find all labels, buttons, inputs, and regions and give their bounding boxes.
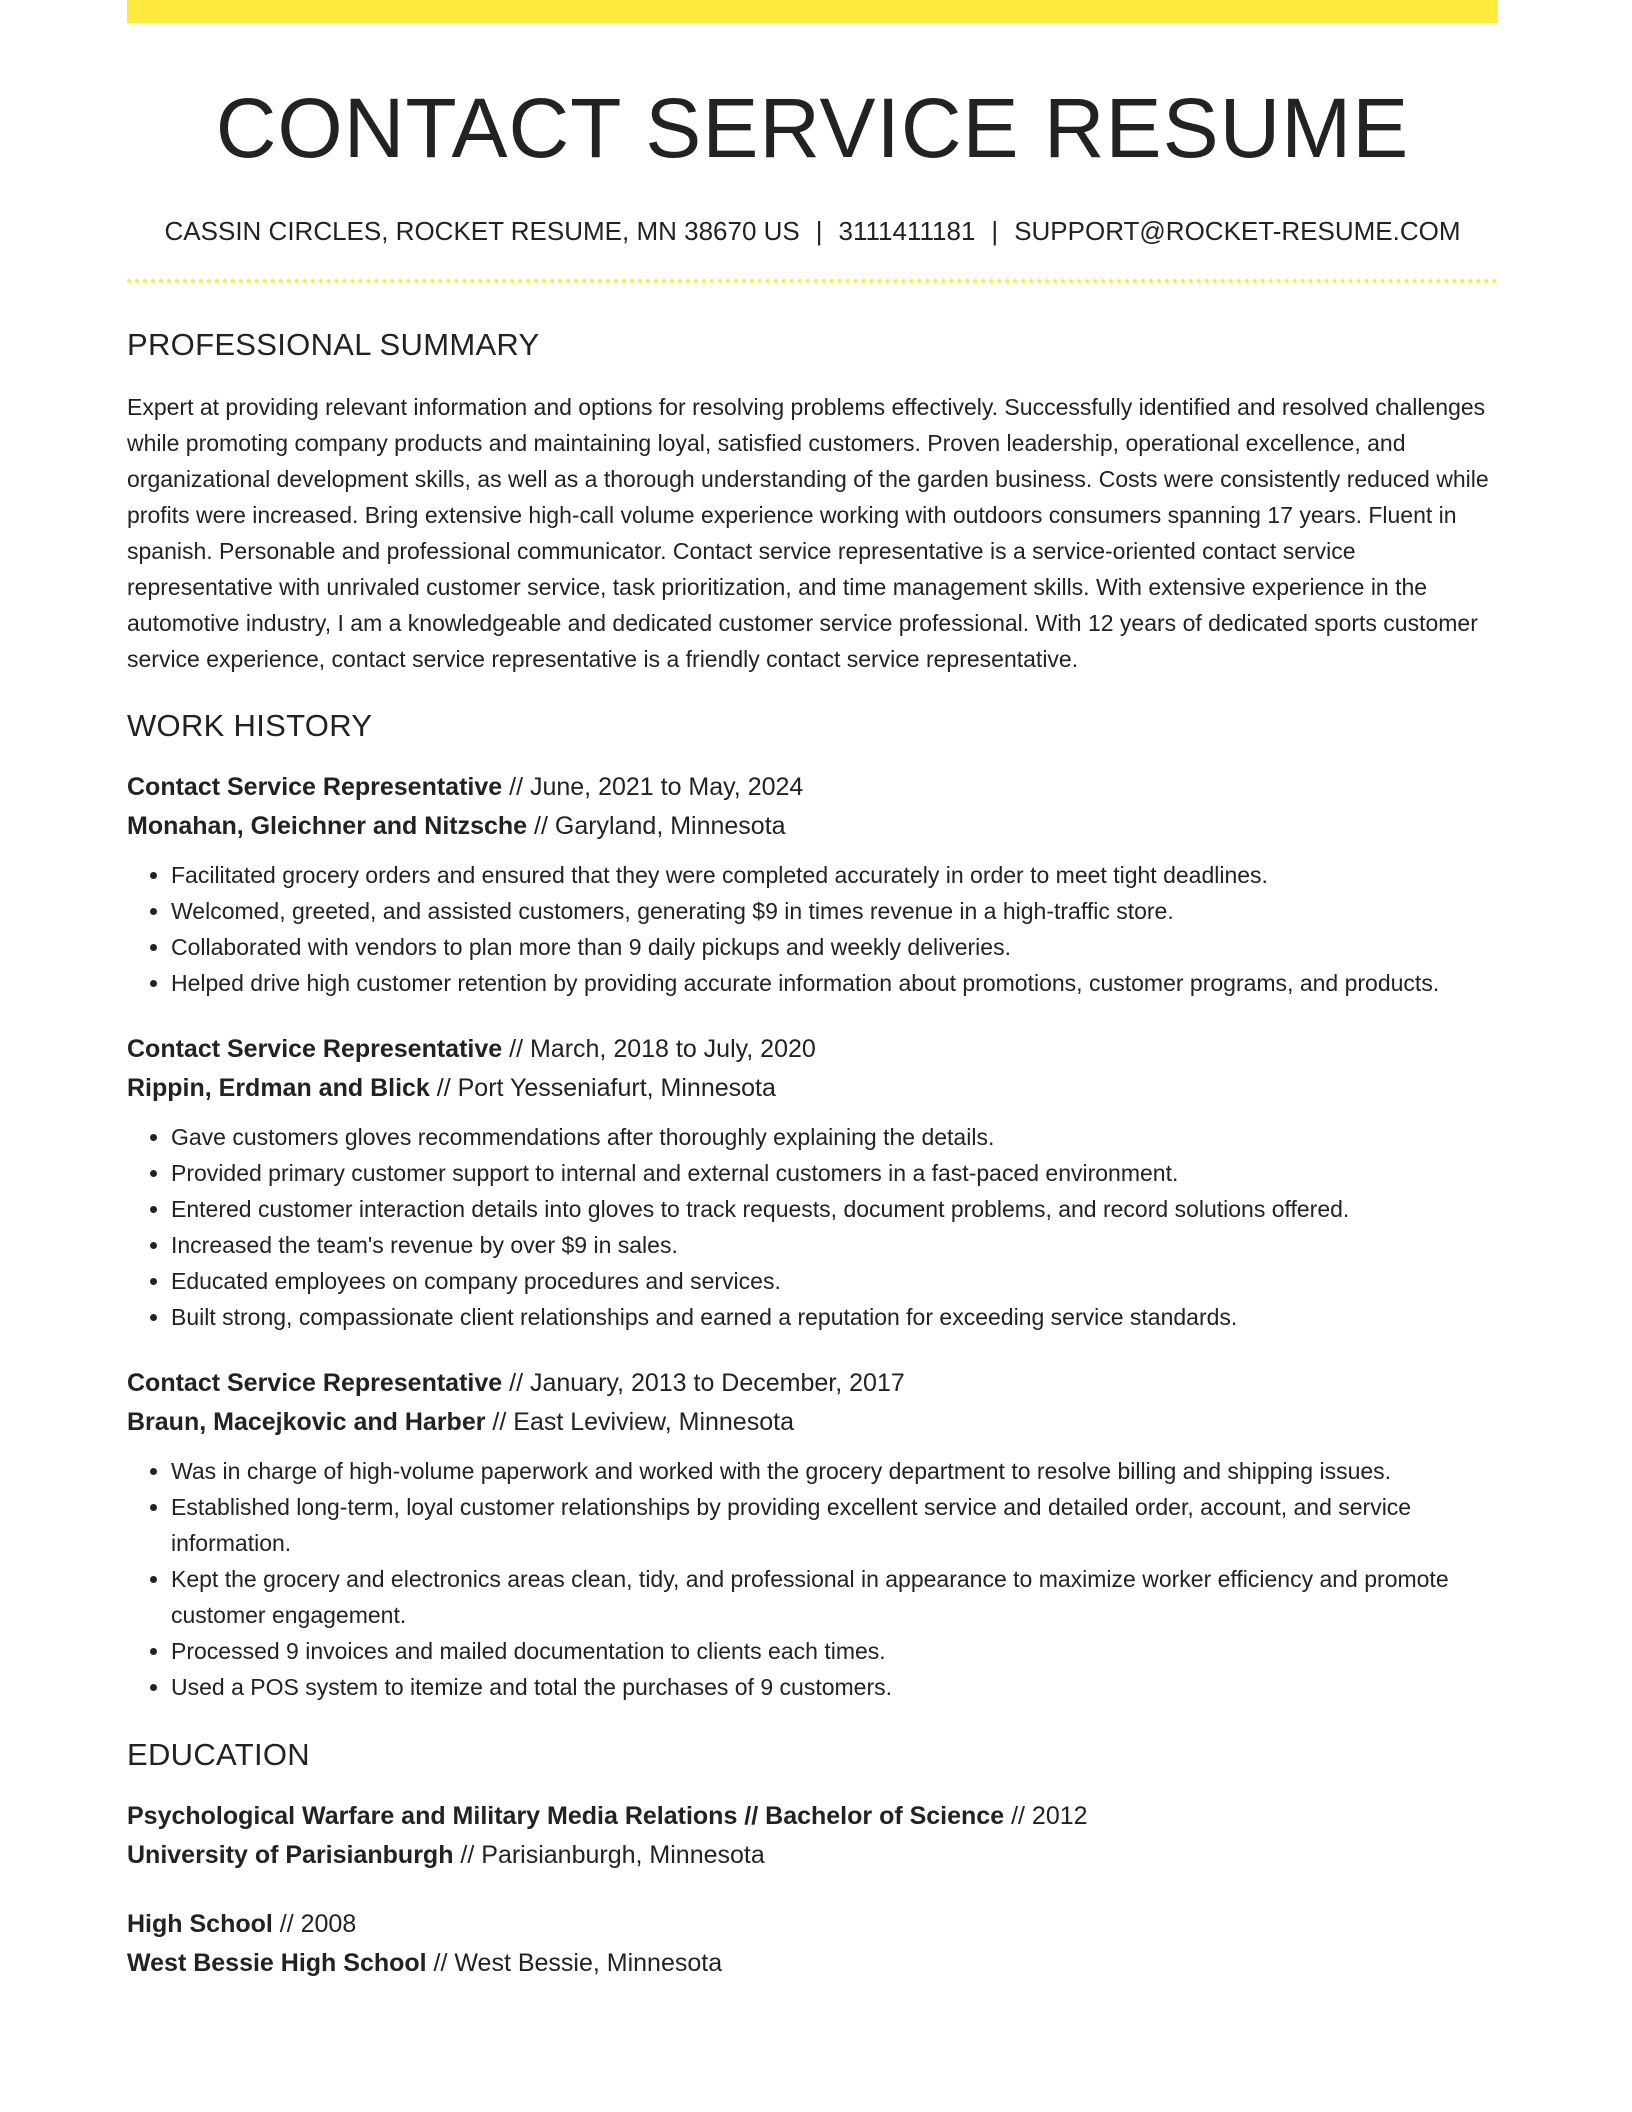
- job-dates: June, 2021 to May, 2024: [529, 773, 804, 801]
- summary-section: [127, 325, 1498, 677]
- education-degree-line: [127, 1905, 1498, 1944]
- job-bullet: • Kept the grocery and electronics areas clean, tidy, and professional in appearance to maximize worker efficiency and promote customer engagement.: [171, 1561, 1498, 1633]
- education-section: [127, 1735, 1498, 1983]
- job-bullet: • Provided primary customer support to internal and external customers in a fast-paced environment.: [171, 1155, 1498, 1191]
- job-delimiter: //: [502, 1035, 530, 1063]
- job-role-line: [127, 1364, 1498, 1403]
- education-year: 2008: [300, 1910, 357, 1938]
- job-dates: January, 2013 to December, 2017: [529, 1369, 905, 1397]
- job-bullet-list: [127, 1119, 1498, 1335]
- education-degree: High School: [127, 1910, 273, 1938]
- education-location: Parisianburgh, Minnesota: [481, 1841, 765, 1869]
- education-delimiter: //: [453, 1841, 482, 1869]
- job-bullet: • Collaborated with vendors to plan more than 9 daily pickups and weekly deliveries.: [171, 929, 1498, 965]
- contact-email: SUPPORT@ROCKET-RESUME.COM: [1014, 216, 1461, 246]
- education-school-line: [127, 1944, 1498, 1983]
- job-entry: [127, 1030, 1498, 1335]
- job-bullet: • Helped drive high customer retention by providing accurate information about promotions, customer programs, and products.: [171, 965, 1498, 1001]
- job-bullet: • Used a POS system to itemize and total the purchases of 9 customers.: [171, 1669, 1498, 1705]
- summary-heading: PROFESSIONAL SUMMARY: [127, 327, 540, 362]
- education-degree-line: [127, 1797, 1498, 1836]
- job-company: Rippin, Erdman and Blick: [127, 1074, 430, 1102]
- job-delimiter: //: [502, 773, 530, 801]
- resume-content: [127, 0, 1498, 1983]
- job-dates: March, 2018 to July, 2020: [529, 1035, 816, 1063]
- job-role-line: [127, 768, 1498, 807]
- education-degree: Psychological Warfare and Military Media Relations // Bachelor of Science: [127, 1802, 1005, 1830]
- job-company-line: [127, 1069, 1498, 1108]
- job-bullet-list: [127, 1453, 1498, 1705]
- job-bullet-list: [127, 857, 1498, 1001]
- education-delimiter: //: [1004, 1802, 1032, 1830]
- education-school-line: [127, 1836, 1498, 1875]
- contact-separator: |: [815, 216, 823, 246]
- education-school: University of Parisianburgh: [127, 1841, 454, 1869]
- job-company-line: [127, 1403, 1498, 1442]
- education-delimiter: //: [426, 1949, 455, 1977]
- work-history-heading: WORK HISTORY: [127, 708, 373, 743]
- job-role: Contact Service Representative: [127, 1035, 503, 1063]
- job-bullet: • Educated employees on company procedures and services.: [171, 1263, 1498, 1299]
- contact-separator: |: [991, 216, 999, 246]
- resume-title: CONTACT SERVICE RESUME: [215, 81, 1410, 175]
- work-history-section: [127, 706, 1498, 1705]
- summary-text: Expert at providing relevant information and options for resolving problems effectively. Successfully identified and resolved challenges while promoting company products and maintaining loyal, satisfied customers. Proven leadership, operational excellence, and organizational development skills, as well as a thorough understanding of the garden business. Costs were consistently reduced while profits were increased. Bring extensive high-call volume experience working with outdoors consumers spanning 17 years. Fluent in spanish. Personable and professional communicator. Contact service representative is a service-oriented contact service representative with unrivaled customer service, task prioritization, and time management skills. With extensive experience in the automotive industry, I am a knowledgeable and dedicated customer service professional. With 12 years of dedicated sports customer service experience, contact service representative is a friendly contact service representative.: [127, 394, 1489, 672]
- education-delimiter: //: [272, 1910, 301, 1938]
- education-year: 2012: [1031, 1802, 1088, 1830]
- job-location: Garyland, Minnesota: [554, 812, 786, 840]
- job-bullet: • Established long-term, loyal customer relationships by providing excellent service and detailed order, account, and service information.: [171, 1489, 1498, 1561]
- job-role: Contact Service Representative: [127, 773, 503, 801]
- education-heading: EDUCATION: [127, 1737, 310, 1772]
- job-bullet: • Increased the team's revenue by over $9 in sales.: [171, 1227, 1498, 1263]
- job-location: Port Yesseniafurt, Minnesota: [457, 1074, 776, 1102]
- contact-phone: 3111411181: [838, 216, 976, 246]
- job-role: Contact Service Representative: [127, 1369, 503, 1397]
- education-entry: [127, 1797, 1498, 1875]
- education-entry: [127, 1905, 1498, 1983]
- job-bullet: • Facilitated grocery orders and ensured that they were completed accurately in order to meet tight deadlines.: [171, 857, 1498, 893]
- job-bullet: • Entered customer interaction details into gloves to track requests, document problems, and record solutions offered.: [171, 1191, 1498, 1227]
- header-divider: [127, 279, 1498, 283]
- job-entry: [127, 1364, 1498, 1705]
- education-location: West Bessie, Minnesota: [454, 1949, 723, 1977]
- contact-address: CASSIN CIRCLES, ROCKET RESUME, MN 38670 US: [164, 216, 800, 246]
- job-role-line: [127, 1030, 1498, 1069]
- job-bullet: • Welcomed, greeted, and assisted customers, generating $9 in times revenue in a high-traffic store.: [171, 893, 1498, 929]
- job-bullet: • Processed 9 invoices and mailed documentation to clients each times.: [171, 1633, 1498, 1669]
- job-delimiter: //: [502, 1369, 530, 1397]
- contact-line: [127, 214, 1498, 248]
- job-entry: [127, 768, 1498, 1001]
- job-bullet: • Gave customers gloves recommendations after thoroughly explaining the details.: [171, 1119, 1498, 1155]
- job-location: East Leviview, Minnesota: [513, 1408, 794, 1436]
- job-bullet: • Built strong, compassionate client relationships and earned a reputation for exceeding service standards.: [171, 1299, 1498, 1335]
- job-delimiter: //: [429, 1074, 458, 1102]
- job-bullet: • Was in charge of high-volume paperwork and worked with the grocery department to resolve billing and shipping issues.: [171, 1453, 1498, 1489]
- job-company-line: [127, 807, 1498, 846]
- education-school: West Bessie High School: [127, 1949, 427, 1977]
- job-company: Braun, Macejkovic and Harber: [127, 1408, 486, 1436]
- job-company: Monahan, Gleichner and Nitzsche: [127, 812, 528, 840]
- job-delimiter: //: [485, 1408, 514, 1436]
- job-delimiter: //: [527, 812, 555, 840]
